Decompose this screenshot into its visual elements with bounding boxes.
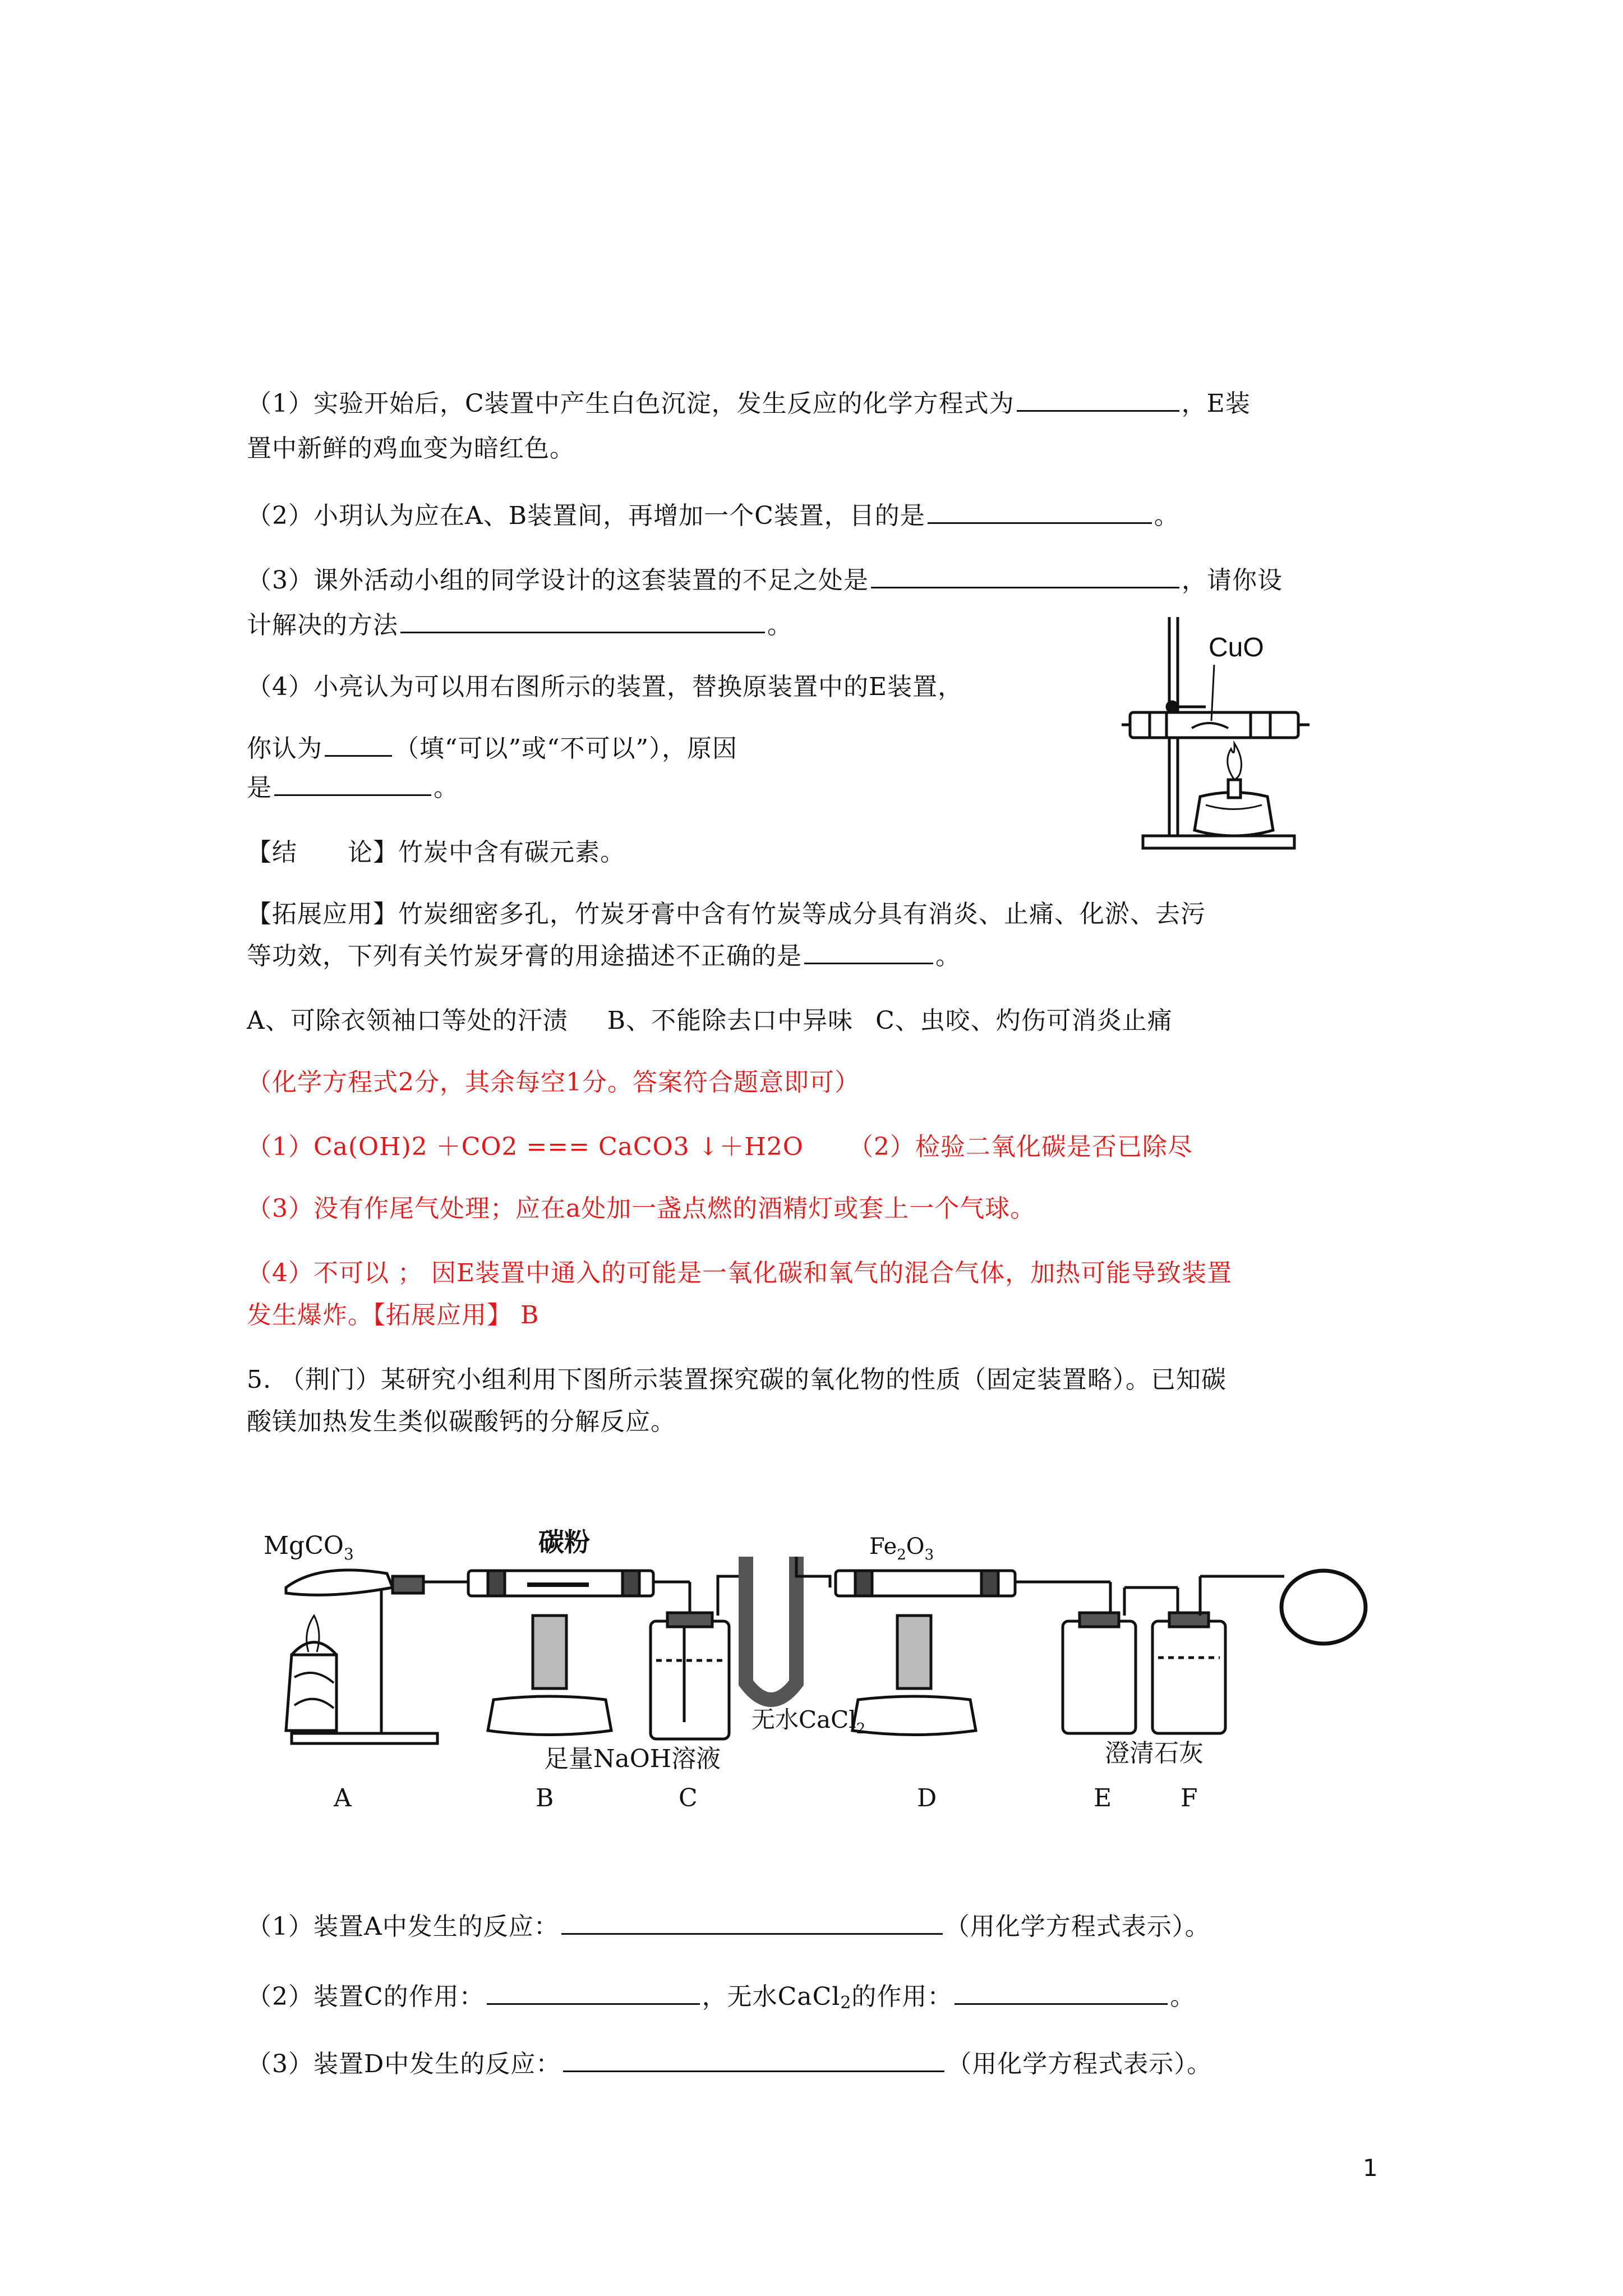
letter-b: B xyxy=(536,1784,554,1812)
option-c: C、虫咬、灼伤可消炎止痛 xyxy=(875,1006,1173,1035)
naoh-label: 足量NaOH溶液 xyxy=(544,1745,721,1773)
svg-text:无水CaCl2: 无水CaCl$_2$ xyxy=(751,1706,866,1737)
cuo-label: CuO xyxy=(1209,633,1264,662)
q5-sub3: （3）装置D中发生的反应： （用化学方程式表示）。 xyxy=(247,2050,1212,2078)
q4-line3: 是 。 xyxy=(247,774,459,802)
letter-a: A xyxy=(334,1784,352,1812)
answer-blank[interactable] xyxy=(928,501,1152,524)
carbon-oxide-apparatus-figure xyxy=(252,1515,1396,1818)
answer-blank[interactable] xyxy=(955,1982,1168,2005)
answer-blank[interactable] xyxy=(1017,389,1179,412)
carbon-powder-label: 碳粉 xyxy=(538,1527,590,1557)
answer-blank[interactable] xyxy=(563,2049,944,2072)
svg-text:Fe2O3: $Fe_2O_3$ xyxy=(869,1534,934,1563)
q5-line2: 酸镁加热发生类似碳酸钙的分解反应。 xyxy=(247,1407,676,1436)
q4-line1: （4）小亮认为可以用右图所示的装置，替换原装置中的E装置， xyxy=(247,673,963,701)
letter-e: E xyxy=(1094,1784,1112,1812)
q4-line2: 你认为 （填“可以”或“不可以”），原因 xyxy=(247,734,737,763)
q1-line2: 置中新鲜的鸡血变为暗红色。 xyxy=(247,434,575,463)
q3-line2: 计解决的方法 。 xyxy=(247,611,792,639)
q2-line: （2）小玥认为应在A、B装置间，再增加一个C装置，目的是 。 xyxy=(247,501,1179,530)
answer-blank[interactable] xyxy=(871,565,1179,588)
answer-4-line2: 发生爆炸。【拓展应用】 B xyxy=(247,1301,540,1329)
letter-c: C xyxy=(679,1784,698,1812)
letter-f: F xyxy=(1181,1784,1198,1812)
answer-blank[interactable] xyxy=(325,734,392,757)
cuo-apparatus-figure xyxy=(1116,611,1318,858)
option-a: A、可除衣领袖口等处的汗渍 xyxy=(247,1006,568,1035)
answer-blank[interactable] xyxy=(804,941,933,964)
extension-line1: 【拓展应用】竹炭细密多孔，竹炭牙膏中含有竹炭等成分具有消炎、止痛、化淤、去污 xyxy=(247,900,1206,928)
answer-scoring: （化学方程式2分，其余每空1分。答案符合题意即可） xyxy=(247,1068,860,1097)
q1-line1: （1）实验开始后，C装置中产生白色沉淀，发生反应的化学方程式为 ，E装 xyxy=(247,389,1251,418)
q3-line1: （3）课外活动小组的同学设计的这套装置的不足之处是 ，请你设 xyxy=(247,566,1283,595)
page-number: 1 xyxy=(1363,2154,1378,2182)
q5-sub2: （2）装置C的作用： ，无水CaCl$_2$的作用： 。 xyxy=(247,1982,1196,2013)
limewater-label: 澄清石灰 xyxy=(1105,1739,1204,1768)
letter-d: D xyxy=(917,1784,937,1812)
option-b: B、不能除去口中异味 xyxy=(607,1006,854,1035)
extension-line2: 等功效，下列有关竹炭牙膏的用途描述不正确的是 。 xyxy=(247,942,961,970)
q5-sub1: （1）装置A中发生的反应： （用化学方程式表示）。 xyxy=(247,1912,1210,1941)
q5-line1: 5. （荆门）某研究小组利用下图所示装置探究碳的氧化物的性质（固定装置略）。已知碳 xyxy=(247,1365,1227,1394)
answer-blank[interactable] xyxy=(487,1982,700,2005)
answer-1-2: （1）Ca(OH)2 ＋CO2 === CaCO3 ↓＋H2O （2）检验二氧化碳是否已除尽 xyxy=(247,1133,1193,1161)
answer-3: （3）没有作尾气处理；应在a处加一盏点燃的酒精灯或套上一个气球。 xyxy=(247,1194,1036,1223)
answer-blank[interactable] xyxy=(274,773,431,796)
answer-blank[interactable] xyxy=(561,1912,943,1935)
svg-text:MgCO3: MgCO$_3$ xyxy=(264,1531,354,1563)
conclusion-line: 【结 论】竹炭中含有碳元素。 xyxy=(247,838,625,867)
answer-blank[interactable] xyxy=(400,610,765,633)
answer-4-line1: （4）不可以 ； 因E装置中通入的可能是一氧化碳和氧气的混合气体，加热可能导致装置 xyxy=(247,1259,1233,1287)
options-line xyxy=(247,999,1391,1043)
